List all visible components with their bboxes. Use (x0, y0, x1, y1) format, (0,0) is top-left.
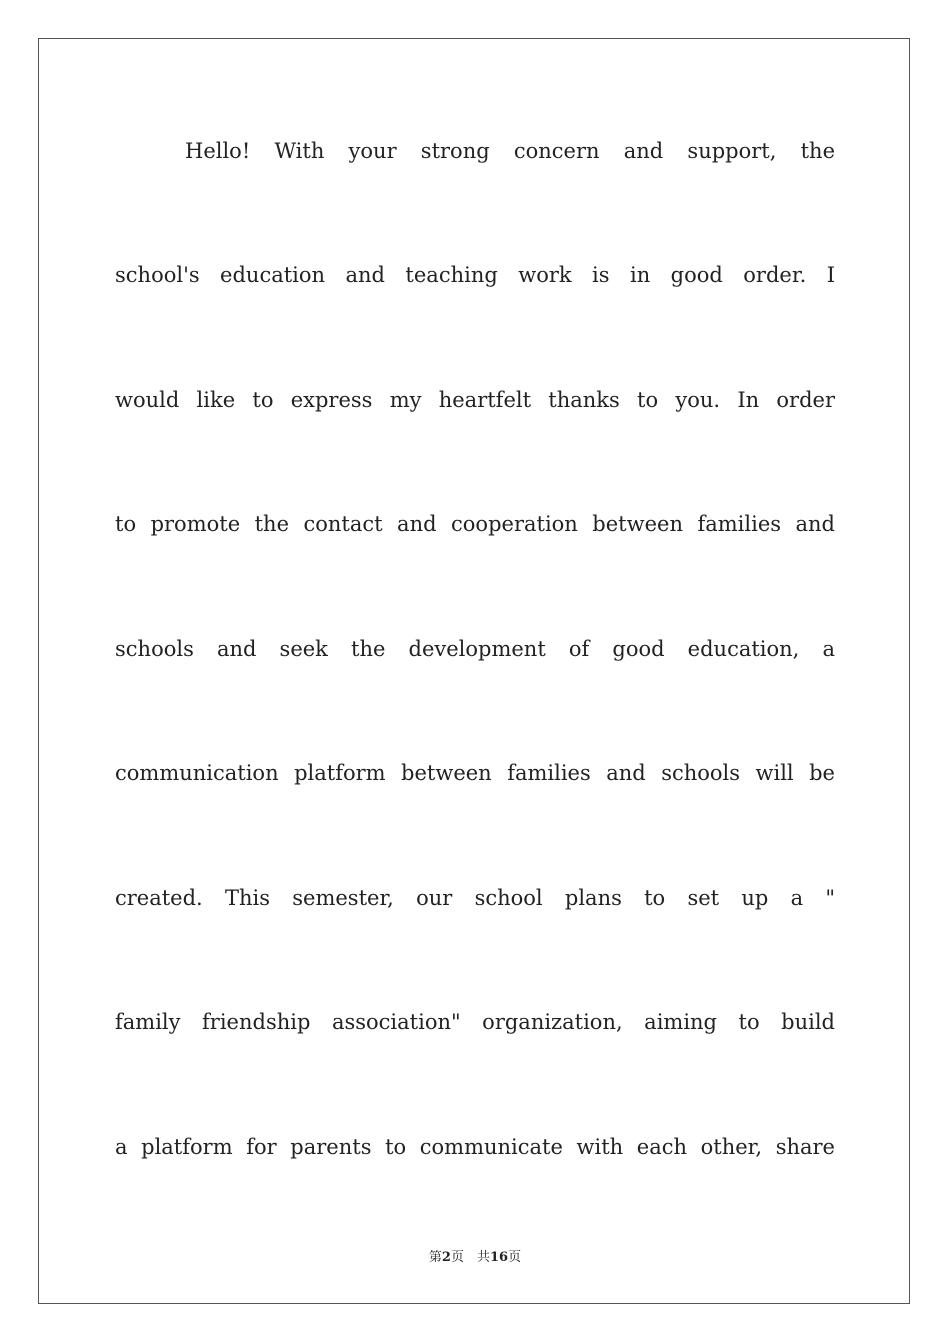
page-suffix: 页 (508, 1250, 522, 1265)
body-text-line: school's education and teaching work is in good order. I (115, 263, 835, 287)
page-frame (38, 38, 910, 1304)
body-text-line: Hello! With your strong concern and support, the (185, 139, 835, 163)
body-text-line: family friendship association" organization, aiming to build (115, 1010, 835, 1034)
page-total: 16 (489, 1250, 509, 1265)
page-mid: 页 共 (450, 1250, 490, 1265)
body-text-line: would like to express my heartfelt thanks to you. In order (115, 388, 835, 412)
body-text-line: created. This semester, our school plans to set up a " (115, 886, 835, 910)
body-text-line: communication platform between families and schools will be (115, 761, 835, 785)
body-text-line: to promote the contact and cooperation between families and (115, 512, 835, 536)
page-prefix: 第 (428, 1250, 442, 1265)
body-text-line: a platform for parents to communicate with each other, share (115, 1135, 835, 1159)
page-number-footer (0, 1246, 950, 1265)
page-current: 2 (441, 1250, 451, 1265)
body-text-line: schools and seek the development of good education, a (115, 637, 835, 661)
